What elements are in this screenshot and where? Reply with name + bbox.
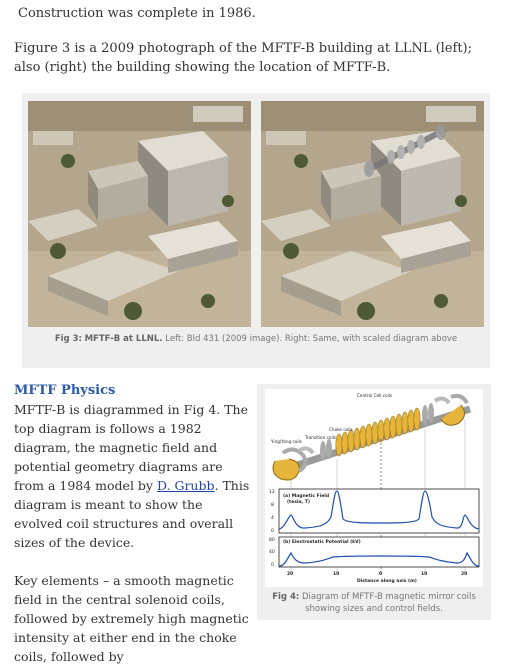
- figure-3-caption-text: Left: Bld 431 (2009 image). Right: Same, with scaled diagram above: [165, 334, 458, 344]
- field-tick: 0: [271, 529, 274, 534]
- figure-3-caption: [22, 334, 490, 344]
- physics-paragraph-2: Key elements – a smooth magnetic field in the central solenoid coils, followed by extremely high magnetic intensity at either end in the choke coils, followed by: [14, 573, 249, 664]
- paragraph-text: MFTF-B is diagrammed in Fig 4. The top diagram is follows a 1982 diagram, the magnetic field and potential geometry diagrams are from a 1984 model by: [14, 402, 249, 493]
- potential-tick: 40: [269, 550, 275, 555]
- label-yin-yang: Ying/Yang coils: [271, 439, 302, 444]
- field-tick: 4: [271, 516, 274, 521]
- building-photo-right: [261, 101, 484, 327]
- figure-3-intro-paragraph: Figure 3 is a 2009 photograph of the MFTF-B building at LLNL (left); also (right) the building showing the location of MFTF-B.: [14, 41, 473, 75]
- x-tick: 20: [461, 572, 468, 577]
- grubb-link[interactable]: D. Grubb: [156, 478, 215, 493]
- section-body: [14, 400, 250, 666]
- field-tick: 8: [271, 503, 274, 508]
- building-photo-left: [28, 101, 251, 327]
- figure-3-caption-title: MFTF-B at LLNL.: [84, 334, 163, 344]
- figure-4-caption-label: Fig 4:: [272, 592, 300, 602]
- field-title: (a) Magnetic Field: [283, 494, 330, 499]
- figure-3: [22, 93, 490, 368]
- label-central-cell: Central Cell coils: [357, 393, 393, 398]
- potential-panel: [269, 537, 479, 568]
- x-tick: 10: [333, 572, 340, 577]
- x-tick: 20: [287, 572, 294, 577]
- label-choke: Choke coils: [329, 427, 353, 432]
- potential-title: (b) Electrostatic Potential (kV): [283, 540, 361, 545]
- x-tick: 10: [421, 572, 428, 577]
- x-tick: 0: [379, 572, 383, 577]
- x-axis-label: Distance along axis (m): [357, 579, 417, 584]
- potential-tick: 0: [271, 563, 274, 568]
- field-tick: 12: [269, 490, 275, 495]
- label-transition: Transition coils: [305, 435, 336, 440]
- physics-paragraph-1: [14, 400, 250, 552]
- figure-4: [257, 384, 491, 620]
- paragraph-text: . This diagram is meant to show the evolved coil structures and overall sizes of the device.: [14, 478, 250, 550]
- figure-4-caption-text: Diagram of MFTF-B magnetic mirror coils showing sizes and control fields.: [301, 592, 476, 614]
- construction-paragraph: Construction was complete in 1986.: [18, 6, 256, 21]
- potential-tick: 80: [269, 538, 275, 543]
- section-heading: MFTF Physics: [14, 383, 116, 398]
- figure-3-caption-label: Fig 3:: [54, 334, 82, 344]
- coil-assembly: [273, 396, 470, 480]
- magnetic-field-panel: [269, 489, 479, 534]
- figure-4-caption: [261, 591, 487, 615]
- figure-4-diagram: [265, 389, 483, 587]
- field-units: (tesla, T): [287, 500, 310, 505]
